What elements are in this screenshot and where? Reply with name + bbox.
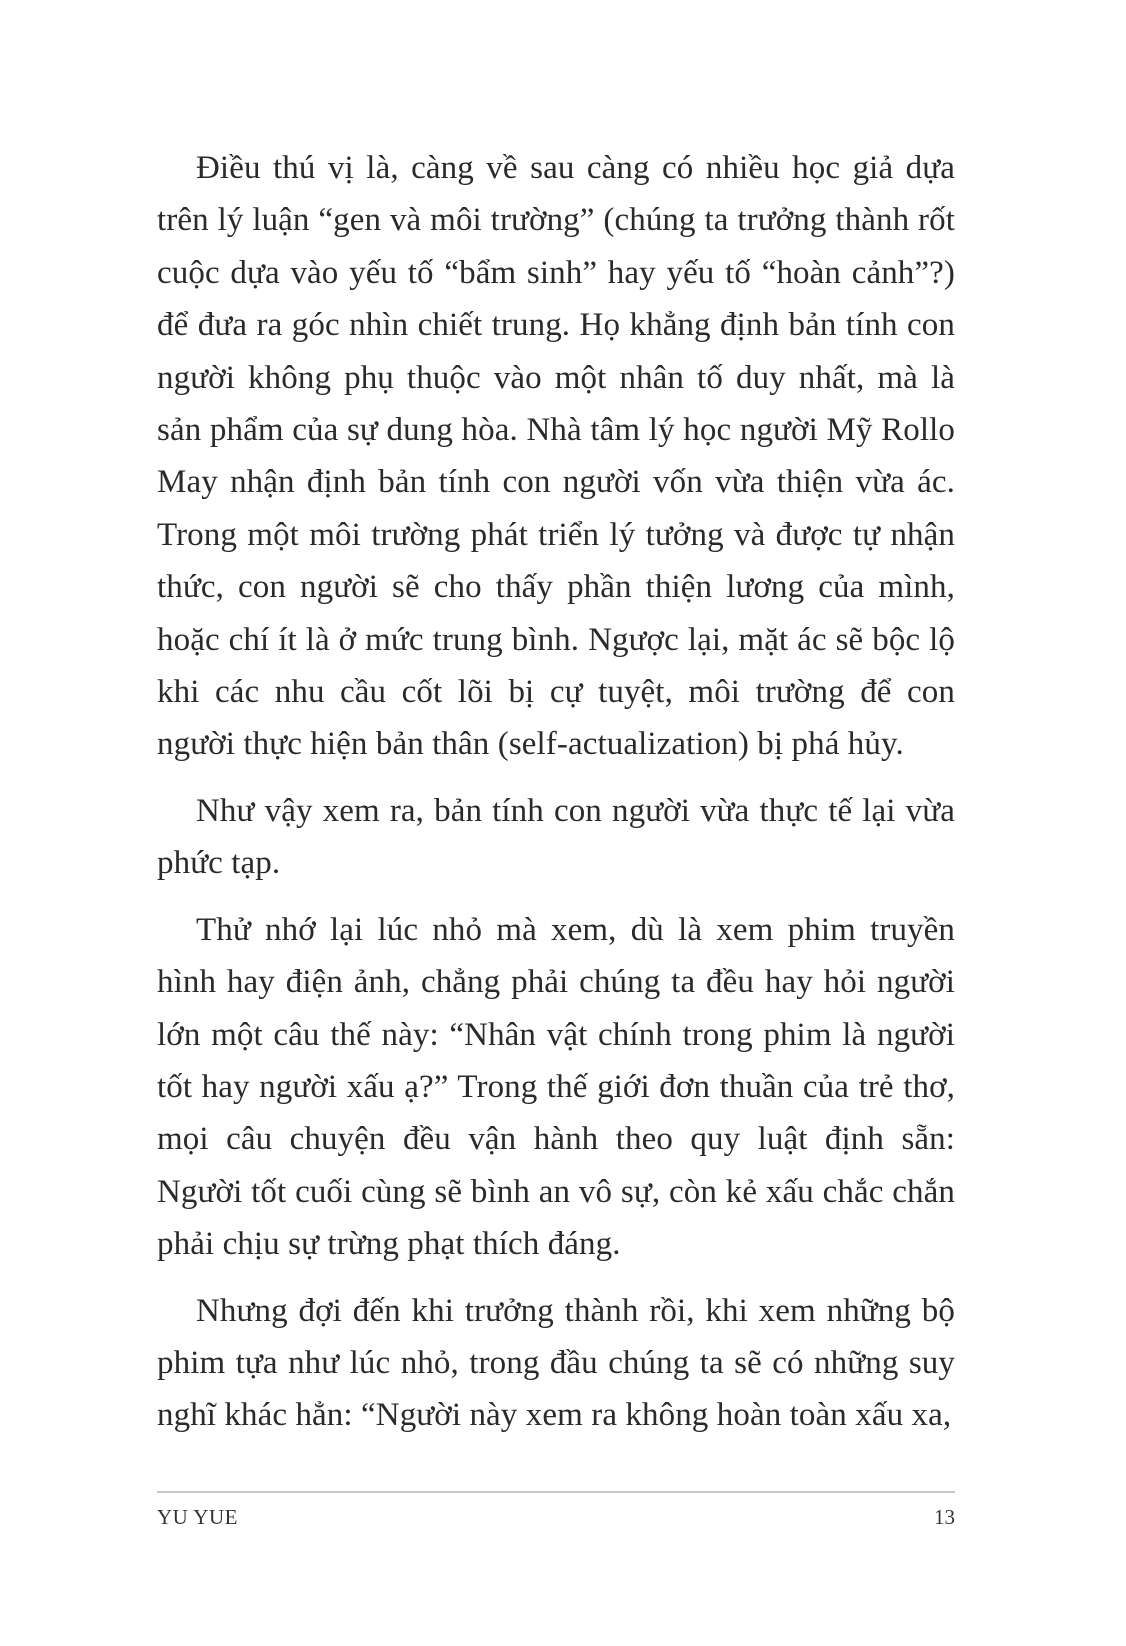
body-text bbox=[157, 142, 955, 1456]
paragraph-3: Thử nhớ lại lúc nhỏ mà xem, dù là xem phim truyền hình hay điện ảnh, chẳng phải chúng ta đều hay hỏi người lớn một câu thế này: “Nhân vật chính trong phim là người tốt hay người xấu ạ?” Trong thế giới đơn thuần của trẻ thơ, mọi câu chuyện đều vận hành theo quy luật định sẵn: Người tốt cuối cùng sẽ bình an vô sự, còn kẻ xấu chắc chắn phải chịu sự trừng phạt thích đáng. bbox=[157, 911, 955, 1263]
paragraph-4: Nhưng đợi đến khi trưởng thành rồi, khi xem những bộ phim tựa như lúc nhỏ, trong đầu chúng ta sẽ có những suy nghĩ khác hẳn: “Người này xem ra không hoàn toàn xấu xa, bbox=[157, 1292, 955, 1434]
page-number: 13 bbox=[934, 1505, 955, 1529]
paragraph-1: Điều thú vị là, càng về sau càng có nhiều học giả dựa trên lý luận “gen và môi trường” (chúng ta trưởng thành rốt cuộc dựa vào yếu tố “bẩm sinh” hay yếu tố “hoàn cảnh”?) để đưa ra góc nhìn chiết trung. Họ khẳng định bản tính con người không phụ thuộc vào một nhân tố duy nhất, mà là sản phẩm của sự dung hòa. Nhà tâm lý học người Mỹ Rollo May nhận định bản tính con người vốn vừa thiện vừa ác. Trong một môi trường phát triển lý tưởng và được tự nhận thức, con người sẽ cho thấy phần thiện lương của mình, hoặc chí ít là ở mức trung bình. Ngược lại, mặt ác sẽ bộc lộ khi các nhu cầu cốt lõi bị cự tuyệt, môi trường để con người thực hiện bản thân (self-actualization) bị phá hủy. bbox=[157, 150, 955, 763]
footer-divider bbox=[157, 1491, 955, 1493]
footer-author: YU YUE bbox=[157, 1505, 238, 1529]
paragraph-2: Như vậy xem ra, bản tính con người vừa thực tế lại vừa phức tạp. bbox=[157, 792, 955, 882]
